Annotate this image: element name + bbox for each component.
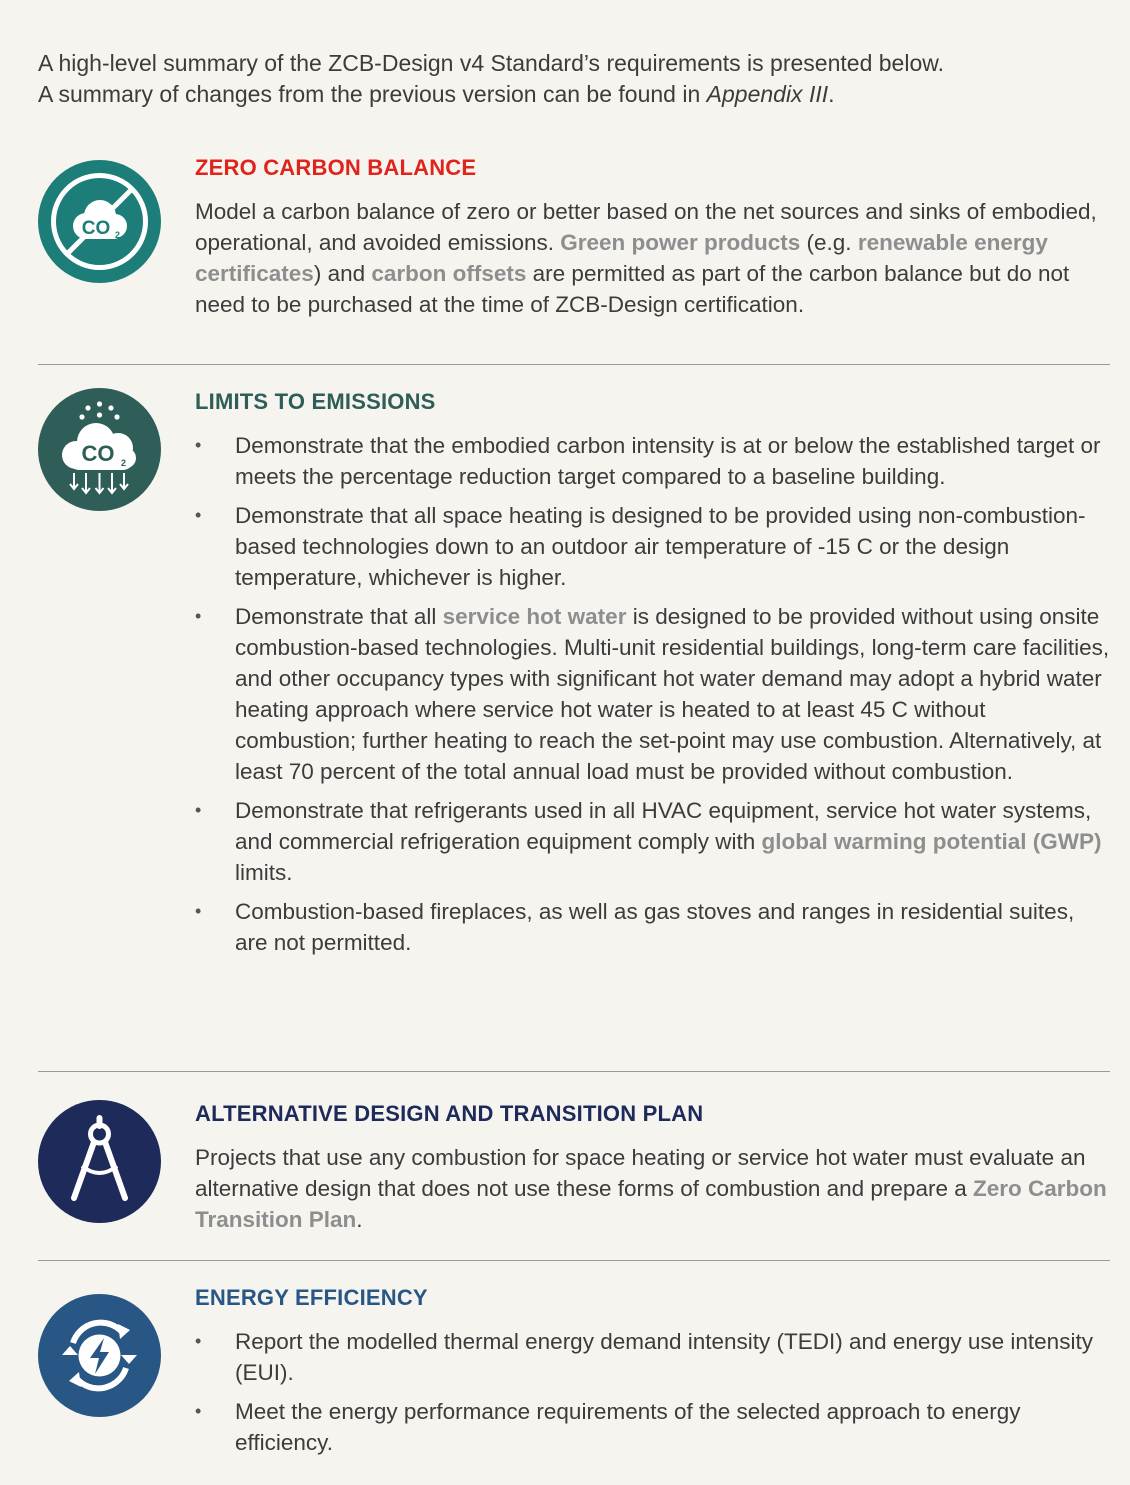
co2-subscript: 2: [115, 230, 121, 240]
list-item: [195, 795, 1110, 888]
list-item: [195, 1326, 1110, 1388]
divider: [38, 1071, 1110, 1072]
bullet-icon: •: [195, 800, 202, 820]
co2-subscript: 2: [121, 458, 127, 468]
bullet-icon: •: [195, 606, 202, 626]
energy-cycle-icon: [38, 1294, 161, 1417]
bullet-icon: •: [195, 505, 202, 525]
intro-line-2-end: .: [828, 81, 835, 107]
section-title: ZERO CARBON BALANCE: [195, 155, 477, 180]
section-content: [195, 388, 1110, 966]
intro-paragraph: [38, 48, 1108, 110]
glossary-term-green-power: Green power products: [560, 230, 801, 255]
intro-line-2: [38, 79, 1108, 110]
list-item-text: Meet the energy performance requirements of the selected approach to energy efficiency.: [235, 1399, 1021, 1455]
body-text: Model a carbon balance of zero or better based on the net sources and sinks of embodied, operational, and avoided emissions.: [195, 199, 1097, 255]
section-content: [195, 1100, 1110, 1235]
co2-cloud-icon: [38, 388, 161, 511]
body-text: (e.g.: [800, 230, 858, 255]
bullet-icon: •: [195, 1401, 202, 1421]
requirements-list: [195, 430, 1110, 958]
bullet-icon: •: [195, 1331, 202, 1351]
bullet-icon: •: [195, 901, 202, 921]
body-text: are permitted as part of the carbon balance but do not need to be purchased at the time of ZCB-Design certification.: [195, 261, 1070, 317]
list-item: [195, 500, 1110, 593]
intro-line-2-text: A summary of changes from the previous version can be found in: [38, 81, 707, 107]
compass-icon: [38, 1100, 161, 1223]
section-title: ALTERNATIVE DESIGN AND TRANSITION PLAN: [195, 1101, 704, 1126]
glossary-term-offsets: carbon offsets: [371, 261, 527, 286]
list-item: [195, 601, 1110, 787]
list-item: [195, 896, 1110, 958]
divider: [38, 364, 1110, 365]
glossary-term-recs: renewable energy certificates: [195, 230, 1048, 286]
section-title: ENERGY EFFICIENCY: [195, 1285, 428, 1310]
list-item: [195, 430, 1110, 492]
section-content: [195, 154, 1110, 320]
list-item-text: Demonstrate that the embodied carbon intensity is at or below the established target or meets the percentage reduction target compared to a baseline building.: [235, 433, 1101, 489]
body-text: .: [356, 1207, 363, 1232]
list-item-text: Demonstrate that all: [235, 604, 443, 629]
requirements-list: [195, 1326, 1110, 1458]
section-content: [195, 1284, 1110, 1466]
divider: [38, 1260, 1110, 1261]
glossary-term-gwp: global warming potential (GWP): [761, 829, 1102, 854]
list-item-text: Report the modelled thermal energy demand intensity (TEDI) and energy use intensity (EUI).: [235, 1329, 1093, 1385]
glossary-term-transition-plan: Zero Carbon Transition Plan: [195, 1176, 1107, 1232]
glossary-term-service-hot-water: service hot water: [442, 604, 627, 629]
list-item-text: Demonstrate that refrigerants used in all HVAC equipment, service hot water systems, and commercial refrigeration equipment comply with: [235, 798, 1092, 854]
appendix-reference: Appendix III: [706, 81, 829, 107]
co2-label: CO: [81, 218, 111, 239]
section-body: [195, 196, 1110, 320]
list-item-text: Combustion-based fireplaces, as well as gas stoves and ranges in residential suites, are not permitted.: [235, 899, 1075, 955]
list-item: [195, 1396, 1110, 1458]
no-co2-icon: [38, 160, 161, 283]
list-item-text: limits.: [235, 860, 293, 885]
bullet-icon: •: [195, 435, 202, 455]
section-title: LIMITS TO EMISSIONS: [195, 389, 436, 414]
list-item-text: is designed to be provided without using onsite combustion-based technologies. Multi-unit residential buildings, long-term care facilities, and other occupancy types with significant hot water demand may adopt a hybrid water heating approach where service hot water is heated to at least 45 C without combustion; further heating to reach the set-point may use combustion. Alternatively, at least 70 percent of the total annual load must be provided without combustion.: [235, 604, 1110, 784]
body-text: Projects that use any combustion for space heating or service hot water must evaluate an alternative design that does not use these forms of combustion and prepare a: [195, 1145, 1086, 1201]
body-text: ) and: [313, 261, 372, 286]
list-item-text: Demonstrate that all space heating is designed to be provided using non-combustion-based technologies down to an outdoor air temperature of -15 C or the design temperature, whichever is higher.: [235, 503, 1086, 590]
section-body: [195, 1142, 1110, 1235]
intro-line-1: A high-level summary of the ZCB-Design v4 Standard’s requirements is presented below.: [38, 50, 944, 76]
co2-label: CO: [81, 441, 115, 466]
